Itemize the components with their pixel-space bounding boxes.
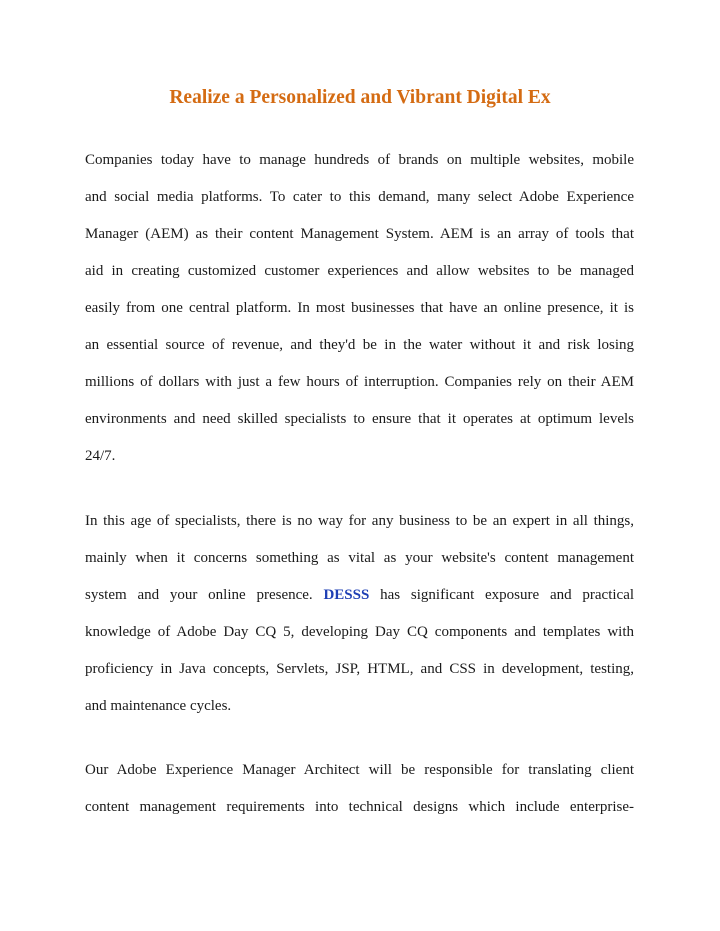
paragraph-line: 24/7. <box>85 448 116 464</box>
paragraph-line: millions of dollars with just a few hours of interruption. Companies rely on their AEM <box>85 374 634 390</box>
paragraph-line: environments and need skilled specialists to ensure that it operates at optimum levels <box>85 411 634 427</box>
paragraph-line: and social media platforms. To cater to this demand, many select Adobe Experience <box>85 189 634 205</box>
paragraph-desss-expertise <box>85 503 634 725</box>
paragraph-architect-role <box>85 752 634 826</box>
page-title: Realize a Personalized and Vibrant Digital Ex <box>169 87 551 108</box>
paragraph-line: content management requirements into technical designs which include enterprise- <box>85 799 634 815</box>
paragraph-line: knowledge of Adobe Day CQ 5, developing Day CQ components and templates with <box>85 624 634 640</box>
paragraph-aem-overview <box>85 142 634 475</box>
paragraph-line: proficiency in Java concepts, Servlets, JSP, HTML, and CSS in development, testing, <box>85 661 634 677</box>
paragraph-line: Our Adobe Experience Manager Architect will be responsible for translating client <box>85 762 634 778</box>
paragraph-line: and maintenance cycles. <box>85 698 232 714</box>
paragraph-text: system and your online presence. <box>85 587 313 603</box>
paragraph-line: aid in creating customized customer experiences and allow websites to be managed <box>85 263 634 279</box>
paragraph-line: mainly when it concerns something as vital as your website's content management <box>85 550 634 566</box>
brand-name: DESSS <box>323 587 370 603</box>
paragraph-line: Companies today have to manage hundreds of brands on multiple websites, mobile <box>85 152 634 168</box>
paragraph-line: easily from one central platform. In most businesses that have an online presence, it is <box>85 300 634 316</box>
paragraph-line: Manager (AEM) as their content Management System. AEM is an array of tools that <box>85 226 634 242</box>
paragraph-text: has significant exposure and practical <box>380 587 635 603</box>
paragraph-line-with-brand <box>85 577 634 614</box>
paragraph-line: an essential source of revenue, and they'd be in the water without it and risk losing <box>85 337 634 353</box>
paragraph-line: In this age of specialists, there is no way for any business to be an expert in all things, <box>85 513 634 529</box>
